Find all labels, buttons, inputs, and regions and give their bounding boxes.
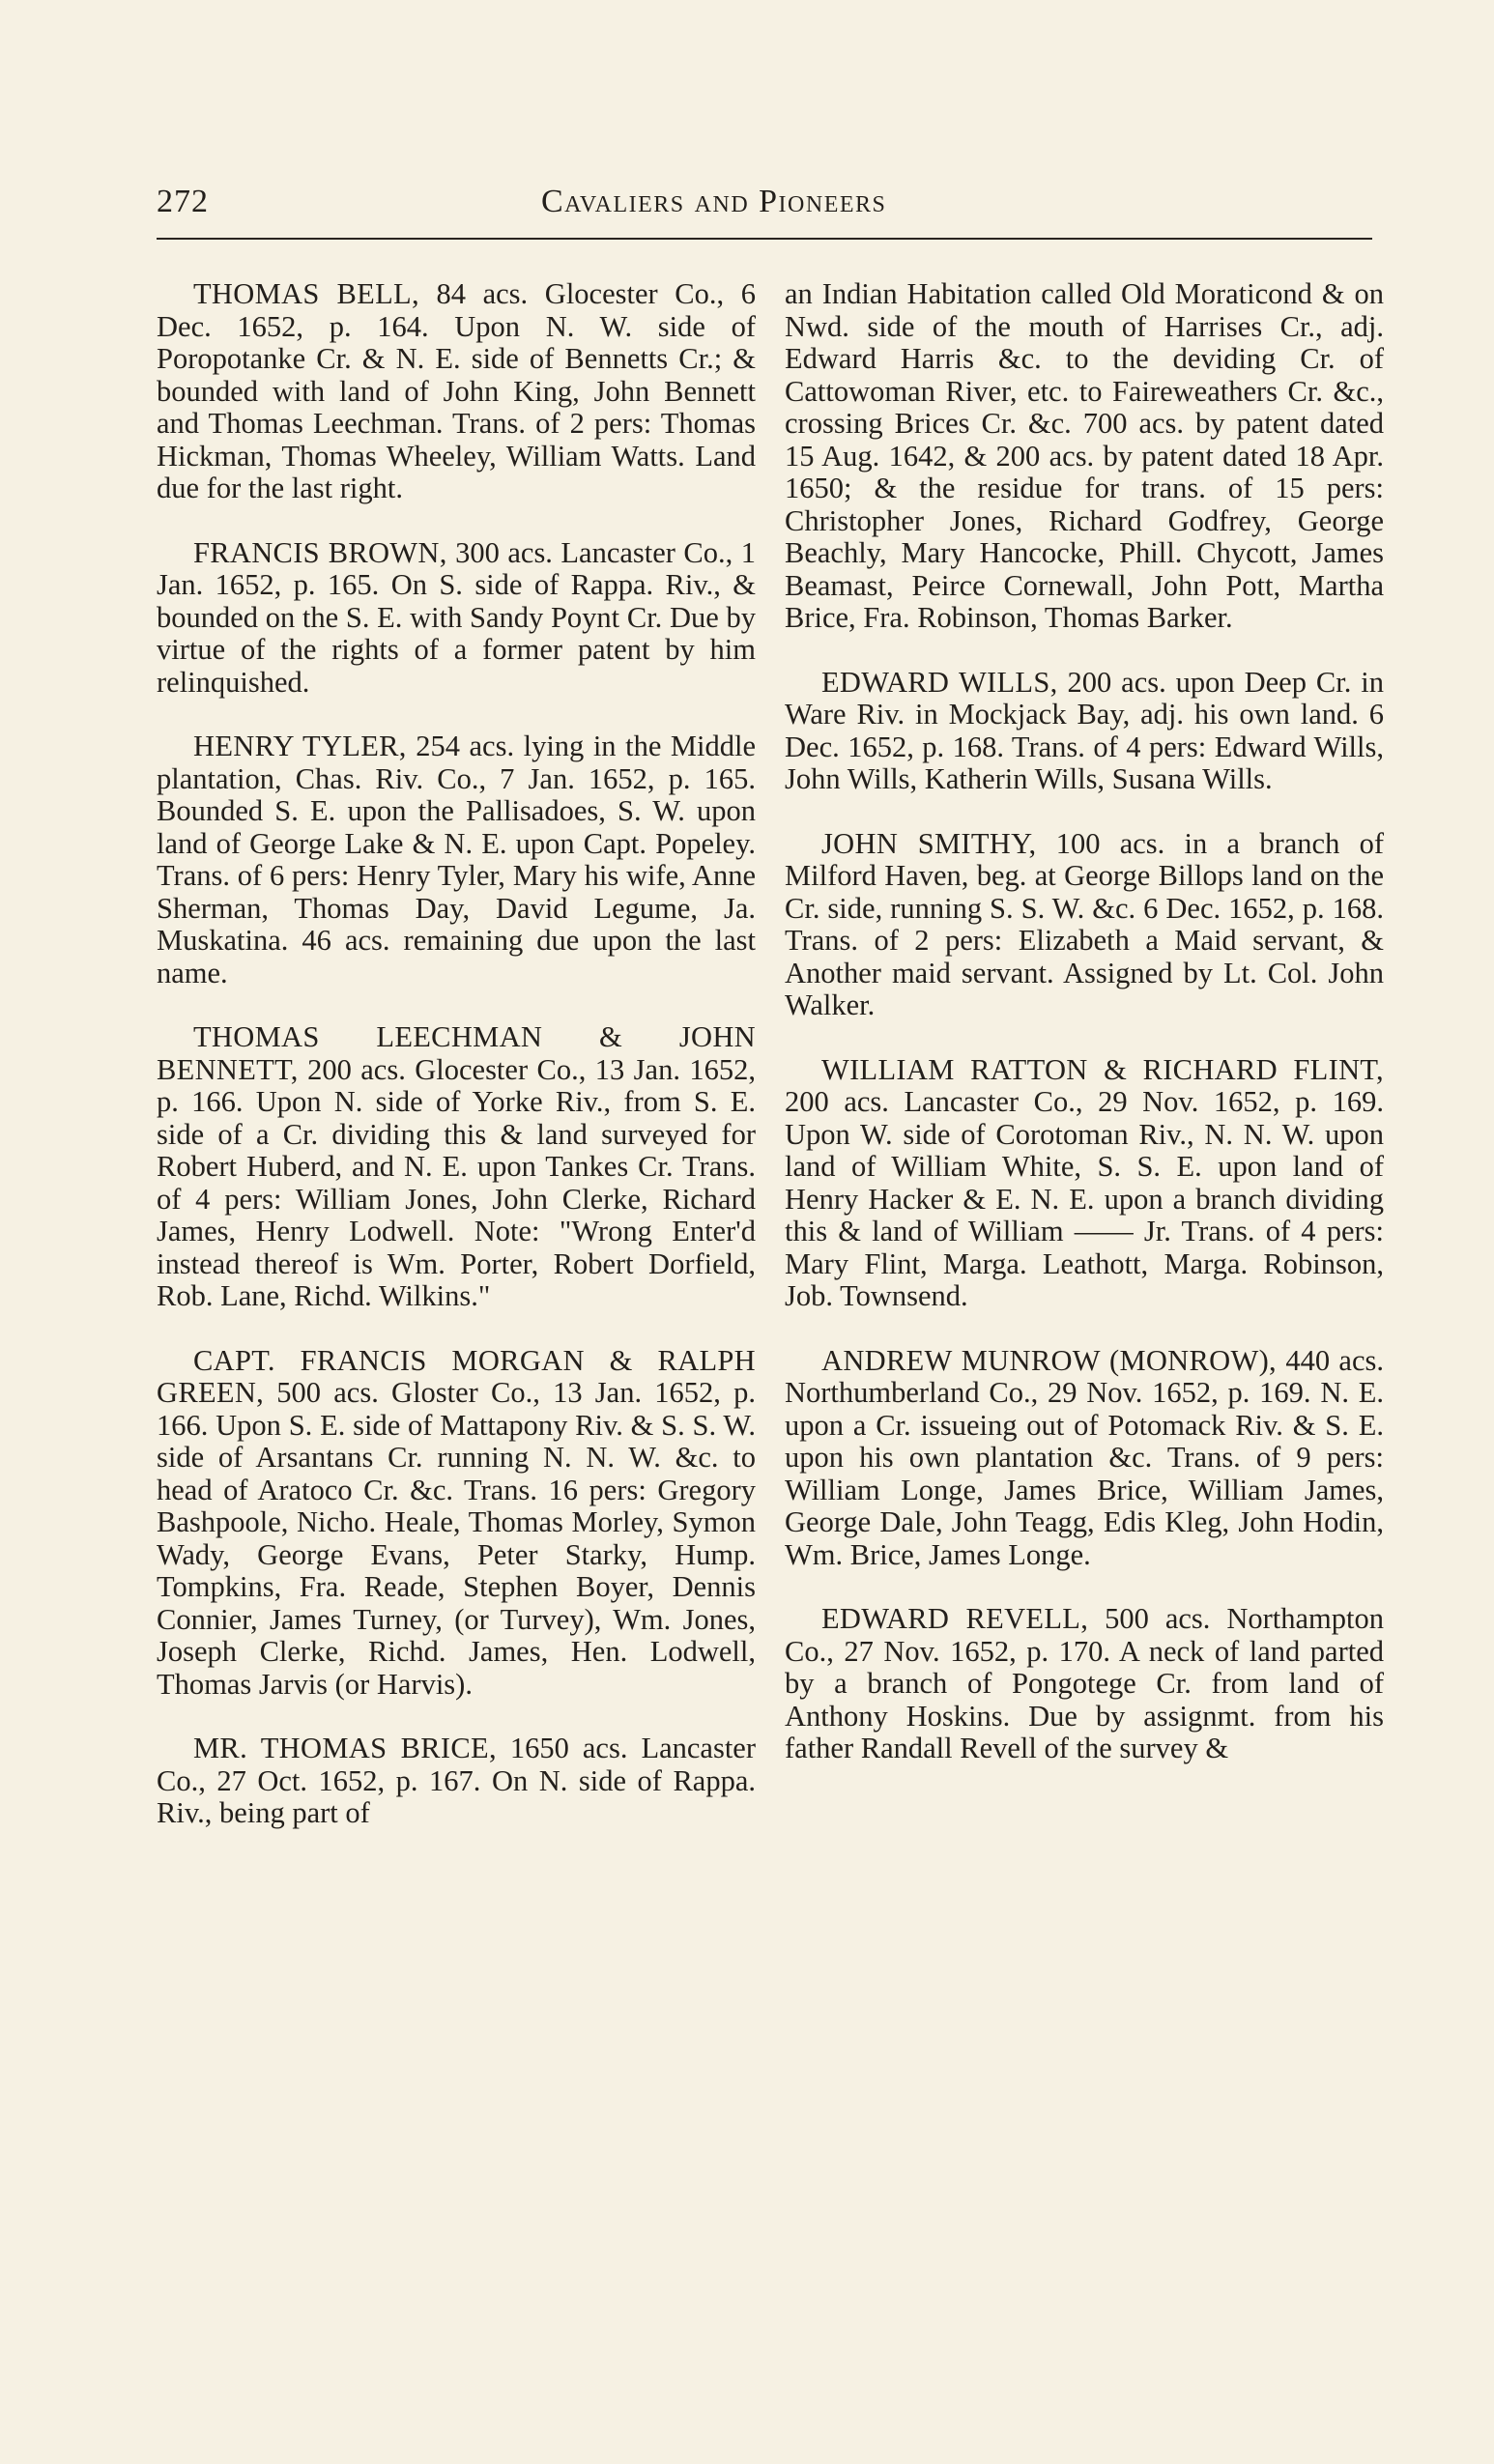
patent-entry (157, 278, 756, 505)
grantee-name: WILLIAM RATTON & RICHARD FLINT, (821, 1052, 1384, 1086)
entry-text: an Indian Habitation called Old Moraticond & on Nwd. side of the mouth of Harrises Cr., adj. Edward Harris &c. to the deviding Cr. of Cattowoman River, etc. to Faireweathers Cr. &c., crossing Brices Cr. &c. 700 acs. by patent dated 15 Aug. 1642, & 200 acs. by patent dated 18 Apr. 1650; & the residue for trans. of 15 pers: Christopher Jones, Richard Godfrey, George Beachly, Mary Hancocke, Phill. Chycott, James Beamast, Peirce Cornewall, John Pott, Martha Brice, Fra. Robinson, Thomas Barker. (785, 277, 1384, 634)
entry-text: 500 acs. Gloster Co., 13 Jan. 1652, p. 166. Upon S. E. side of Mattapony Riv. & S. S. W. side of Arsantans Cr. running N. N. W. &c. to head of Aratoco Cr. &c. Trans. 16 pers: Gregory Bashpoole, Nicho. Heale, Thomas Morley, Symon Wady, George Evans, Peter Starky, Hump. Tompkins, Fra. Reade, Stephen Boyer, Dennis Connier, James Turney, (or Turvey), Wm. Jones, Joseph Clerke, Richd. James, Hen. Lodwell, Thomas Jarvis (or Harvis). (157, 1376, 756, 1701)
grantee-name: MR. THOMAS BRICE, (193, 1732, 497, 1764)
entry-text: 254 acs. lying in the Middle plantation, Chas. Riv. Co., 7 Jan. 1652, p. 165. Bounded S. E. upon the Pallisadoes, S. W. upon land of George Lake & N. E. upon Capt. Popeley. Trans. of 6 pers: Henry Tyler, Mary his wife, Anne Sherman, Thomas Day, David Legume, Ja. Muskatina. 46 acs. remaining due upon the last name. (157, 730, 756, 989)
running-head: Cavaliers and Pioneers (541, 184, 887, 219)
patent-entry (157, 537, 756, 700)
patent-entry (785, 1345, 1384, 1572)
patent-entry (157, 731, 756, 989)
right-column (785, 278, 1384, 1797)
entry-text: 500 acs. Northampton Co., 27 Nov. 1652, p. 170. A neck of land parted by a branch of Pongotege Cr. from land of Anthony Hoskins. Due by assignmt. from his father Randall Revell of the survey & (785, 1602, 1384, 1764)
patent-entry (785, 828, 1384, 1022)
entry-text: 200 acs. Glocester Co., 13 Jan. 1652, p. 166. Upon N. side of Yorke Riv., from S. E. side of a Cr. dividing this & land surveyed for Robert Huberd, and N. E. upon Tankes Cr. Trans. of 4 pers: William Jones, John Clerke, Richard James, Henry Lodwell. Note: "Wrong Enter'd instead thereof is Wm. Porter, Robert Dorfield, Rob. Lane, Richd. Wilkins." (157, 1052, 756, 1312)
grantee-name: CAPT. FRANCIS MORGAN & RALPH GREEN, (157, 1343, 756, 1409)
page-number: 272 (157, 184, 209, 219)
grantee-name: ANDREW MUNROW (MONROW), (821, 1343, 1277, 1377)
entry-text: 200 acs. upon Deep Cr. in Ware Riv. in Mockjack Bay, adj. his own land. 6 Dec. 1652, p. 168. Trans. of 4 pers: Edward Wills, John Wills, Katherin Wills, Susana Wills. (785, 665, 1384, 795)
entry-text: 1650 acs. Lancaster Co., 27 Oct. 1652, p. 167. On N. side of Rappa. Riv., being part of (157, 1732, 756, 1829)
patent-entry-continued (785, 278, 1384, 635)
header-rule (157, 238, 1372, 240)
patent-entry (157, 1733, 756, 1830)
left-column (157, 278, 756, 1862)
entry-text: 300 acs. Lancaster Co., 1 Jan. 1652, p. 165. On S. side of Rappa. Riv., & bounded on the S. E. with Sandy Poynt Cr. Due by virtue of the rights of a former patent by him relinquished. (157, 535, 756, 699)
grantee-name: THOMAS BELL, (193, 277, 419, 310)
patent-entry (785, 1054, 1384, 1313)
grantee-name: EDWARD WILLS, (821, 665, 1058, 699)
patent-entry (157, 1021, 756, 1313)
grantee-name: JOHN SMITHY, (821, 826, 1037, 860)
entry-text: 100 acs. in a branch of Milford Haven, beg. at George Billops land on the Cr. side, running S. S. W. &c. 6 Dec. 1652, p. 168. Trans. of 2 pers: Elizabeth a Maid servant, & Another maid servant. Assigned by Lt. Col. John Walker. (785, 826, 1384, 1021)
entry-text: 200 acs. Lancaster Co., 29 Nov. 1652, p. 169. Upon W. side of Corotoman Riv., N. N. W. upon land of William White, S. S. E. upon land of Henry Hacker & E. N. E. upon a branch dividing this & land of William —— Jr. Trans. of 4 pers: Mary Flint, Marga. Leathott, Marga. Robinson, Job. Townsend. (785, 1085, 1384, 1312)
entry-text: 440 acs. Northumberland Co., 29 Nov. 1652, p. 169. N. E. upon a Cr. issueing out of Potomack Riv. & S. E. upon his own plantation &c. Trans. of 9 pers: William Longe, James Brice, William James, George Dale, John Teagg, Edis Kleg, John Hodin, Wm. Brice, James Longe. (785, 1343, 1384, 1571)
entry-text: 84 acs. Glocester Co., 6 Dec. 1652, p. 164. Upon N. W. side of Poropotanke Cr. & N. E. side of Bennetts Cr.; & bounded with land of John King, John Bennett and Thomas Leechman. Trans. of 2 pers: Thomas Hickman, Thomas Wheeley, William Watts. Land due for the last right. (157, 277, 756, 504)
patent-entry (785, 667, 1384, 796)
grantee-name: THOMAS LEECHMAN & JOHN BENNETT, (157, 1020, 756, 1086)
grantee-name: FRANCIS BROWN, (193, 535, 447, 569)
grantee-name: HENRY TYLER, (193, 730, 407, 762)
patent-entry (157, 1345, 756, 1702)
patent-entry (785, 1603, 1384, 1765)
grantee-name: EDWARD REVELL, (821, 1602, 1089, 1635)
